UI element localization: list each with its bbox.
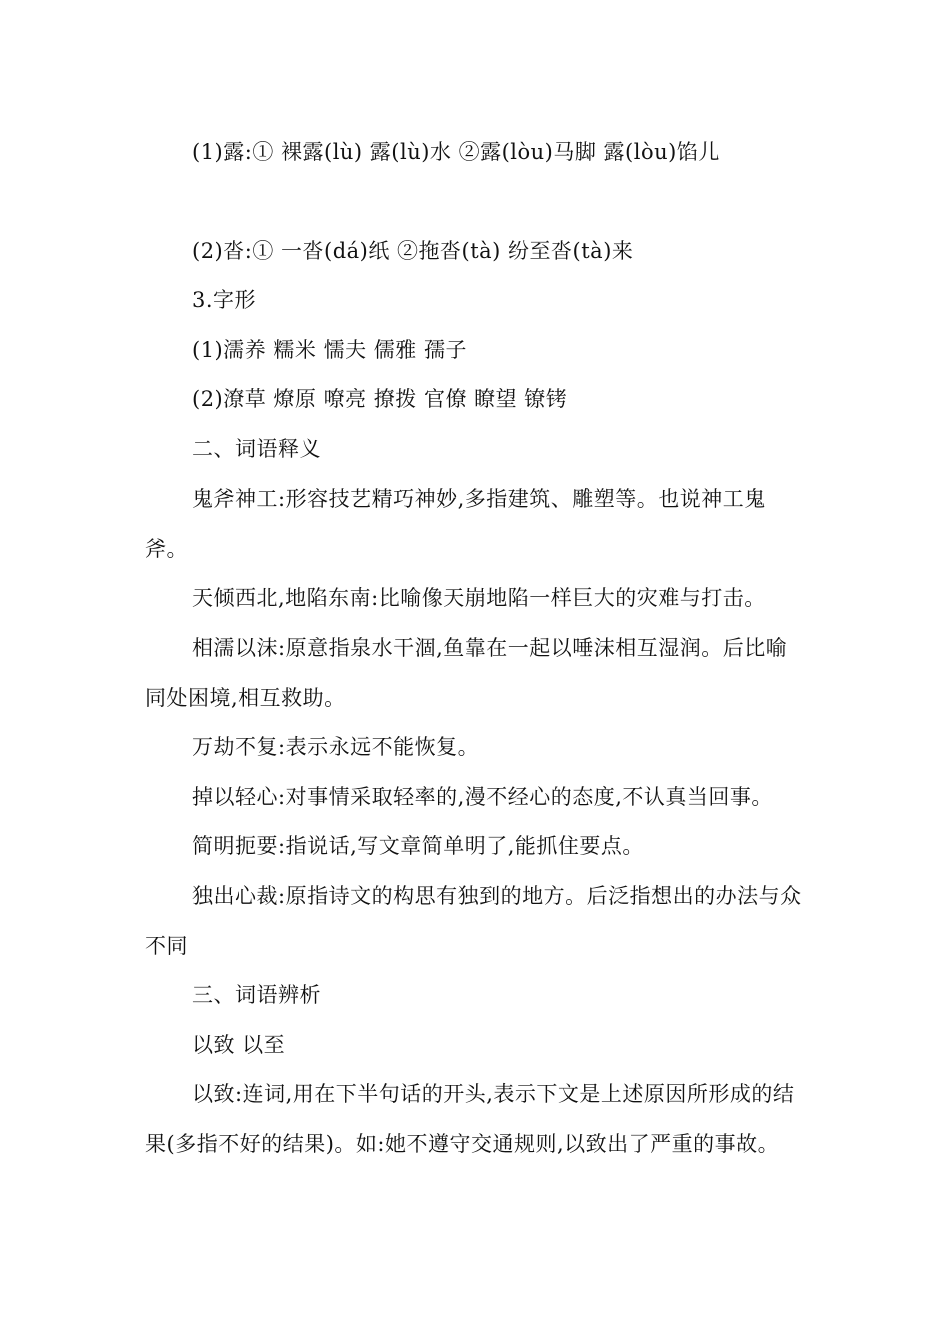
definition-duchuxincai: 独出心裁:原指诗文的构思有独到的地方。后泛指想出的办法与众不同 [145, 884, 802, 958]
zixing-ru-group: (1)濡养 糯米 懦夫 儒雅 孺子 [192, 338, 467, 362]
definition-tianqingxibei: 天倾西北,地陷东南:比喻像天崩地陷一样巨大的灾难与打击。 [192, 586, 766, 610]
section-ciyu-shiyi-heading: 二、词语释义 [192, 437, 321, 461]
definition-diaoyiqingxin: 掉以轻心:对事情采取轻率的,漫不经心的态度,不认真当回事。 [192, 785, 773, 809]
definition-guifushengong: 鬼斧神工:形容技艺精巧神妙,多指建筑、雕塑等。也说神工鬼斧。 [145, 487, 766, 561]
zixing-liao-group: (2)潦草 燎原 嘹亮 撩拨 官僚 瞭望 镣铐 [192, 387, 568, 411]
definition-yizhi: 以致:连词,用在下半句话的开头,表示下文是上述原因所形成的结果(多指不好的结果)。如:她不遵守交通规则,以致出了严重的事故。 [145, 1082, 795, 1156]
definition-xiangruyimo: 相濡以沫:原意指泉水干涸,鱼靠在一起以唾沫相互湿润。后比喻同处困境,相互救助。 [145, 636, 788, 710]
word-pair-heading: 以致 以至 [192, 1033, 286, 1057]
section-ciyu-bianxi-heading: 三、词语辨析 [192, 983, 321, 1007]
definition-wanjiebufu: 万劫不复:表示永远不能恢复。 [192, 735, 480, 759]
pronunciation-lu: (1)露:① 裸露(lù) 露(lù)水 ②露(lòu)马脚 露(lòu)馅儿 [192, 140, 720, 164]
section-zixing-heading: 3.字形 [192, 288, 257, 312]
definition-jianmingeyao: 简明扼要:指说话,写文章简单明了,能抓住要点。 [192, 834, 644, 858]
pronunciation-ta: (2)沓:① 一沓(dá)纸 ②拖沓(tà) 纷至沓(tà)来 [192, 239, 634, 263]
